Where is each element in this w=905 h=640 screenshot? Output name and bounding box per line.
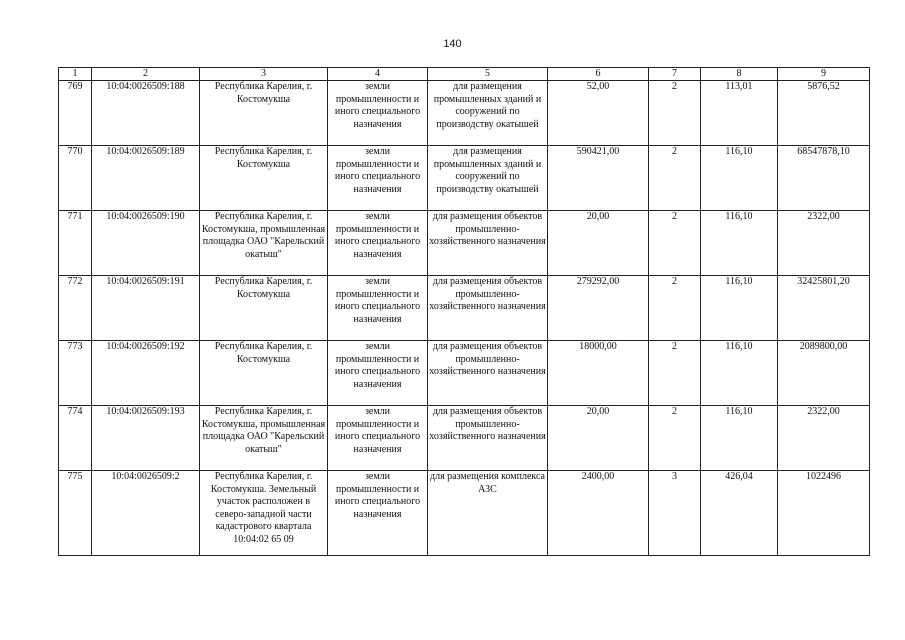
land-category: земли промышленности и иного специального назначения <box>328 341 428 406</box>
permitted-use: для размещения объектов промышленно-хозяйственного назначения <box>428 341 548 406</box>
permitted-use: для размещения промышленных зданий и сооружений по производству окатышей <box>428 81 548 146</box>
col-header-7: 7 <box>649 68 701 81</box>
land-category: земли промышленности и иного специального назначения <box>328 81 428 146</box>
col-header-6: 6 <box>548 68 649 81</box>
address: Республика Карелия, г. Костомукша <box>200 276 328 341</box>
group: 2 <box>649 146 701 211</box>
group: 2 <box>649 406 701 471</box>
rate: 116,10 <box>701 406 778 471</box>
cadastral-number: 10:04:0026509:188 <box>92 81 200 146</box>
cadastral-value: 1022496 <box>778 471 870 556</box>
area: 18000,00 <box>548 341 649 406</box>
col-header-1: 1 <box>59 68 92 81</box>
cadastral-value: 2322,00 <box>778 406 870 471</box>
row-number: 772 <box>59 276 92 341</box>
cadastral-value: 2322,00 <box>778 211 870 276</box>
group: 2 <box>649 276 701 341</box>
table-row <box>59 406 870 471</box>
row-number: 771 <box>59 211 92 276</box>
address: Республика Карелия, г. Костомукша <box>200 341 328 406</box>
col-header-8: 8 <box>701 68 778 81</box>
col-header-2: 2 <box>92 68 200 81</box>
row-number: 775 <box>59 471 92 556</box>
cadastral-value: 32425801,20 <box>778 276 870 341</box>
area: 279292,00 <box>548 276 649 341</box>
col-header-3: 3 <box>200 68 328 81</box>
permitted-use: для размещения комплекса АЗС <box>428 471 548 556</box>
cadastral-number: 10:04:0026509:190 <box>92 211 200 276</box>
cadastral-number: 10:04:0026509:2 <box>92 471 200 556</box>
address: Республика Карелия, г. Костомукша, промышленная площадка ОАО "Карельский окатыш" <box>200 406 328 471</box>
page-number: 140 <box>443 38 462 50</box>
land-category: земли промышленности и иного специального назначения <box>328 471 428 556</box>
rate: 116,10 <box>701 341 778 406</box>
table-row <box>59 81 870 146</box>
land-category: земли промышленности и иного специального назначения <box>328 406 428 471</box>
cadastral-number: 10:04:0026509:189 <box>92 146 200 211</box>
rate: 116,10 <box>701 211 778 276</box>
permitted-use: для размещения промышленных зданий и сооружений по производству окатышей <box>428 146 548 211</box>
cadastral-number: 10:04:0026509:192 <box>92 341 200 406</box>
area: 52,00 <box>548 81 649 146</box>
cadastral-number: 10:04:0026509:193 <box>92 406 200 471</box>
area: 2400,00 <box>548 471 649 556</box>
table-row <box>59 276 870 341</box>
rate: 116,10 <box>701 146 778 211</box>
group: 2 <box>649 341 701 406</box>
group: 3 <box>649 471 701 556</box>
row-number: 773 <box>59 341 92 406</box>
rate: 116,10 <box>701 276 778 341</box>
area: 20,00 <box>548 211 649 276</box>
cadastral-value: 2089800,00 <box>778 341 870 406</box>
col-header-9: 9 <box>778 68 870 81</box>
permitted-use: для размещения объектов промышленно-хозяйственного назначения <box>428 406 548 471</box>
group: 2 <box>649 81 701 146</box>
land-category: земли промышленности и иного специального назначения <box>328 146 428 211</box>
table-row <box>59 211 870 276</box>
group: 2 <box>649 211 701 276</box>
col-header-5: 5 <box>428 68 548 81</box>
land-register-table <box>58 67 870 556</box>
table-row <box>59 471 870 556</box>
cadastral-value: 5876,52 <box>778 81 870 146</box>
permitted-use: для размещения объектов промышленно-хозяйственного назначения <box>428 276 548 341</box>
land-category: земли промышленности и иного специального назначения <box>328 276 428 341</box>
land-category: земли промышленности и иного специального назначения <box>328 211 428 276</box>
row-number: 774 <box>59 406 92 471</box>
permitted-use: для размещения объектов промышленно-хозяйственного назначения <box>428 211 548 276</box>
rate: 113,01 <box>701 81 778 146</box>
row-number: 769 <box>59 81 92 146</box>
cadastral-value: 68547878,10 <box>778 146 870 211</box>
header-row <box>59 68 870 81</box>
table-row <box>59 146 870 211</box>
cadastral-number: 10:04:0026509:191 <box>92 276 200 341</box>
col-header-4: 4 <box>328 68 428 81</box>
address: Республика Карелия, г. Костомукша <box>200 81 328 146</box>
table-row <box>59 341 870 406</box>
area: 20,00 <box>548 406 649 471</box>
rate: 426,04 <box>701 471 778 556</box>
address: Республика Карелия, г. Костомукша, промышленная площадка ОАО "Карельский окатыш" <box>200 211 328 276</box>
area: 590421,00 <box>548 146 649 211</box>
address: Республика Карелия, г. Костомукша <box>200 146 328 211</box>
row-number: 770 <box>59 146 92 211</box>
address: Республика Карелия, г. Костомукша. Земельный участок расположен в северо-западной части кадастрового квартала 10:04:02 65 09 <box>200 471 328 556</box>
